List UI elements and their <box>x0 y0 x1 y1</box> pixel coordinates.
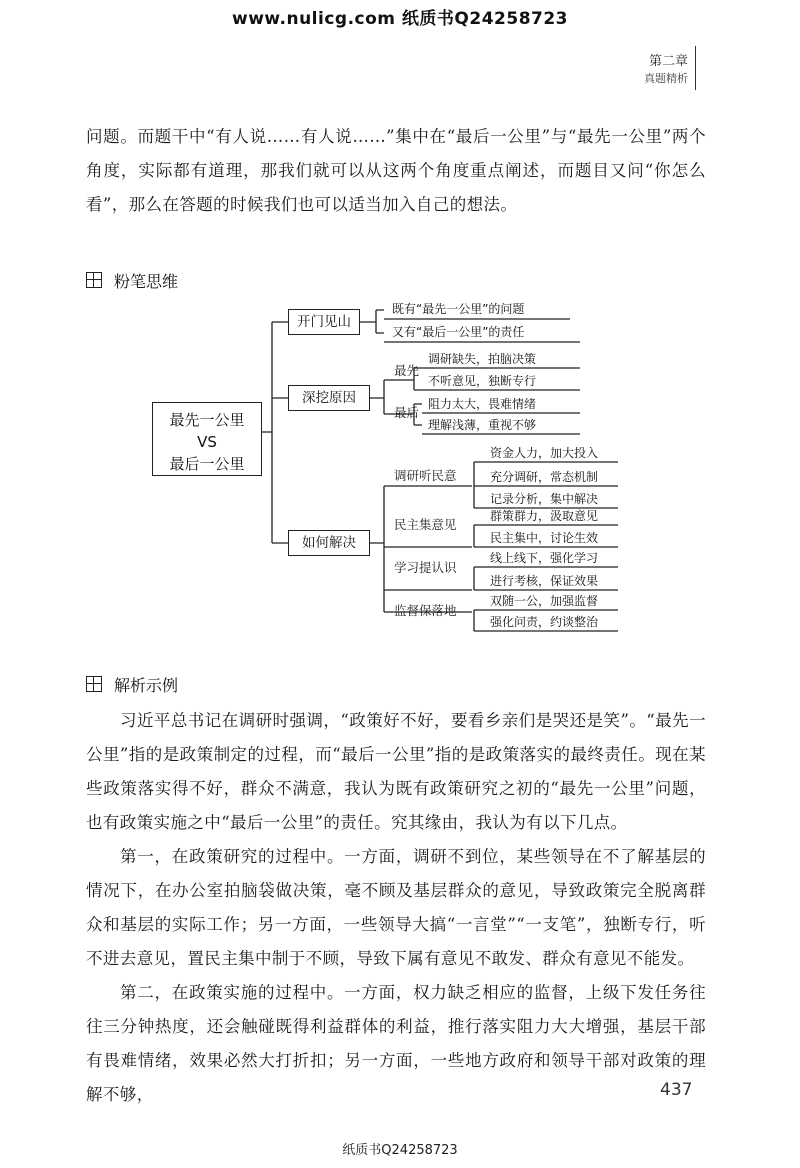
chapter-label: 第二章 <box>648 54 688 69</box>
leaf-text: 调研缺失，拍脑决策 <box>428 352 537 366</box>
group-label-learning: 学习提认识 <box>394 560 457 575</box>
leaf-text: 不听意见，独断专行 <box>428 374 537 388</box>
leaf-text: 记录分析，集中解决 <box>490 492 599 506</box>
leaf-text: 线上线下，强化学习 <box>490 551 599 565</box>
leaf-text: 民主集中，讨论生效 <box>490 531 599 545</box>
analysis-heading: 解析示例 <box>114 676 179 695</box>
analysis-paragraph-1: 习近平总书记在调研时强调，“政策好不好，要看乡亲们是哭还是笑”。“最先一公里”指的是政策制定的过程，而“最后一公里”指的是政策落实的最终责任。现在某些政策落实得不好，群众不满意，我认为既有政策研究之初的“最先一公里”问题，也有政策实施之中“最后一公里”的责任。究其缘由，我认为有以下几点。 <box>86 711 706 832</box>
analysis-grid-icon <box>86 676 102 692</box>
leaf-text: 又有“最后一公里”的责任 <box>392 325 525 339</box>
leaf-text: 理解浅薄，重视不够 <box>428 418 537 432</box>
leaf-text: 进行考核，保证效果 <box>490 574 599 588</box>
bottom-watermark: 纸质书Q24258723 <box>342 1143 458 1158</box>
root-line-3: 最后一公里 <box>169 455 245 473</box>
leaf-text: 资金人力，加大投入 <box>490 446 599 460</box>
root-line-1: 最先一公里 <box>169 411 245 429</box>
analysis-paragraph-2: 第一，在政策研究的过程中。一方面，调研不到位，某些领导在不了解基层的情况下，在办公室拍脑袋做决策，毫不顾及基层群众的意见，导致政策完全脱离群众和基层的实际工作；另一方面，一些领导大搞“一言堂”“一支笔”，独断专行，听不进去意见，置民主集中制于不顾，导致下属有意见不敢发、群众有意见不能发。 <box>86 847 706 968</box>
leaf-text: 阻力太大，畏难情绪 <box>428 397 537 411</box>
group-label-first: 最先 <box>394 363 420 378</box>
leaf-text: 群策群力，汲取意见 <box>490 509 599 523</box>
mindmap-root-node <box>152 402 262 476</box>
chapter-subtitle: 真题精析 <box>644 72 688 85</box>
branch-node-solutions: 如何解决 <box>288 530 370 556</box>
branch-node-open: 开门见山 <box>288 309 360 335</box>
root-line-2: VS <box>197 433 217 451</box>
top-watermark: www.nulicg.com 纸质书Q24258723 <box>231 9 569 29</box>
analysis-paragraph-3: 第二，在政策实施的过程中。一方面，权力缺乏相应的监督，上级下发任务往往三分钟热度，还会触碰既得利益群体的利益，推行落实阻力大大增强，基层干部有畏难情绪，效果必然大打折扣；另一方面，一些地方政府和领导干部对政策的理解不够， <box>86 983 706 1104</box>
group-label-supervision: 监督保落地 <box>394 603 457 618</box>
group-label-research: 调研听民意 <box>394 468 457 483</box>
leaf-text: 双随一公，加强监督 <box>490 594 599 608</box>
page-number: 437 <box>660 1080 693 1100</box>
mindmap-heading: 粉笔思维 <box>114 272 179 291</box>
leaf-text: 充分调研，常态机制 <box>490 470 599 484</box>
group-label-democracy: 民主集意见 <box>394 517 457 532</box>
group-label-last: 最后 <box>394 405 420 420</box>
branch-node-causes: 深挖原因 <box>288 385 370 411</box>
leaf-text: 强化问责，约谈整治 <box>490 615 599 629</box>
intro-paragraph: 问题。而题干中“有人说……有人说……”集中在“最后一公里”与“最先一公里”两个角度，实际都有道理，那我们就可以从这两个角度重点阐述，而题目又问“你怎么看”，那么在答题的时候我们也可以适当加入自己的想法。 <box>86 127 706 214</box>
leaf-text: 既有“最先一公里”的问题 <box>392 302 525 316</box>
